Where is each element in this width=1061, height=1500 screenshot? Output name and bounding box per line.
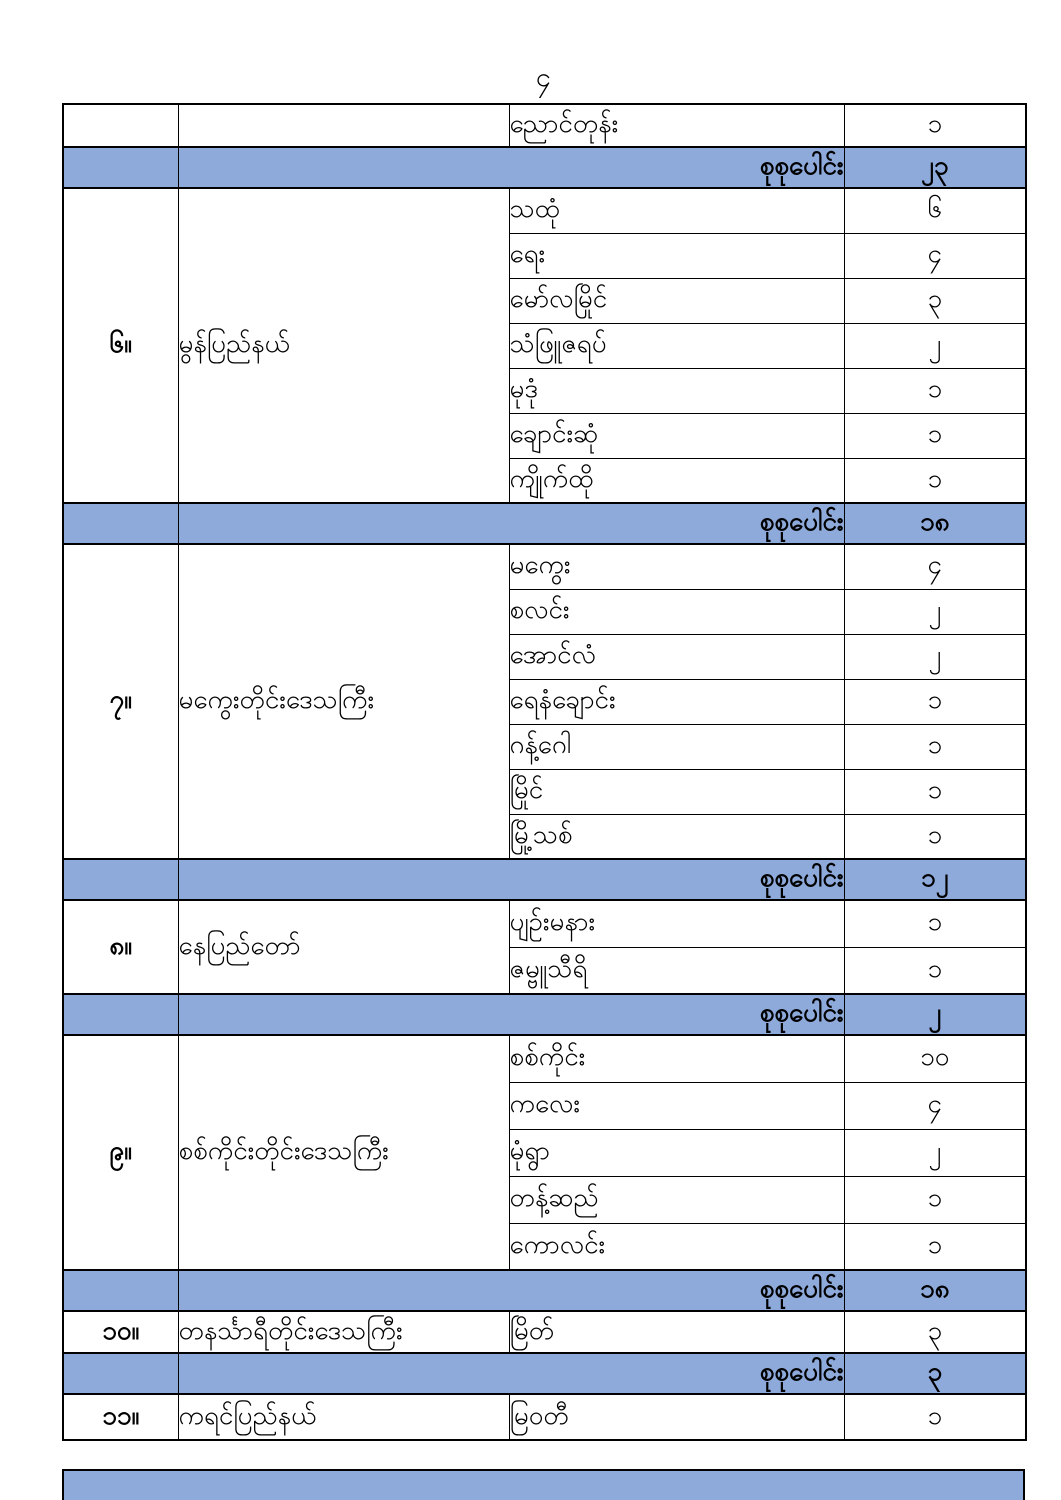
township-cell: တန့်ဆည် bbox=[509, 1176, 844, 1223]
township-cell: အောင်လံ bbox=[509, 634, 844, 679]
count-cell: ၁ bbox=[844, 1394, 1026, 1440]
township-cell: ချောင်းဆုံ bbox=[509, 413, 844, 458]
total-row bbox=[63, 1353, 1026, 1394]
empty-cell bbox=[63, 1270, 178, 1311]
table-row bbox=[63, 188, 1026, 233]
count-cell: ၆ bbox=[844, 188, 1026, 233]
township-cell: မကွေး bbox=[509, 544, 844, 589]
count-cell: ၃ bbox=[844, 1311, 1026, 1353]
region-cell: စစ်ကိုင်းတိုင်းဒေသကြီး bbox=[178, 1035, 509, 1270]
table-row bbox=[63, 1394, 1026, 1440]
count-cell: ၂ bbox=[844, 1129, 1026, 1176]
region-cell: ကရင်ပြည်နယ် bbox=[178, 1394, 509, 1440]
table-row bbox=[63, 900, 1026, 947]
table-row bbox=[63, 1035, 1026, 1082]
township-cell: မုံရွာ bbox=[509, 1129, 844, 1176]
township-cell: ကျိုက်ထို bbox=[509, 458, 844, 503]
row-number-cell bbox=[63, 104, 178, 147]
count-cell: ၂ bbox=[844, 589, 1026, 634]
total-row bbox=[63, 859, 1026, 900]
region-cell: တနင်္သာရီတိုင်းဒေသကြီး bbox=[178, 1311, 509, 1353]
township-cell: မြိုင် bbox=[509, 769, 844, 814]
township-cell: မြိတ် bbox=[509, 1311, 844, 1353]
region-cell: မွန်ပြည်နယ် bbox=[178, 188, 509, 503]
count-cell: ၁ bbox=[844, 900, 1026, 947]
count-cell: ၁ bbox=[844, 724, 1026, 769]
count-cell: ၁ bbox=[844, 458, 1026, 503]
total-value-cell: ၃ bbox=[844, 1353, 1026, 1394]
total-row bbox=[63, 1270, 1026, 1311]
count-cell: ၄ bbox=[844, 1082, 1026, 1129]
total-label-cell: စုစုပေါင်း bbox=[178, 994, 844, 1035]
total-row bbox=[63, 503, 1026, 544]
total-label-cell: စုစုပေါင်း bbox=[178, 1270, 844, 1311]
count-cell: ၂ bbox=[844, 323, 1026, 368]
township-cell: ကောလင်း bbox=[509, 1223, 844, 1270]
total-row bbox=[63, 994, 1026, 1035]
township-cell: ရေနံချောင်း bbox=[509, 679, 844, 724]
total-value-cell: ၂၃ bbox=[844, 147, 1026, 188]
count-cell: ၁ bbox=[844, 1176, 1026, 1223]
township-cell: မုဒုံ bbox=[509, 368, 844, 413]
total-row bbox=[63, 147, 1026, 188]
township-cell: ညောင်တုန်း bbox=[509, 104, 844, 147]
empty-cell bbox=[63, 1353, 178, 1394]
row-number-cell: ၁၀။ bbox=[63, 1311, 178, 1353]
table-row bbox=[63, 544, 1026, 589]
count-cell: ၁ bbox=[844, 679, 1026, 724]
township-cell: မော်လမြိုင် bbox=[509, 278, 844, 323]
page-number: ၄ bbox=[535, 62, 552, 92]
township-cell: ဂန့်ဂေါ bbox=[509, 724, 844, 769]
count-cell: ၄ bbox=[844, 233, 1026, 278]
township-cell: ကလေး bbox=[509, 1082, 844, 1129]
count-cell: ၂ bbox=[844, 634, 1026, 679]
count-cell: ၁ bbox=[844, 769, 1026, 814]
row-number-cell: ၇။ bbox=[63, 544, 178, 859]
township-cell: သထုံ bbox=[509, 188, 844, 233]
township-cell: ပျဉ်းမနား bbox=[509, 900, 844, 947]
count-cell: ၃ bbox=[844, 278, 1026, 323]
township-cell: မြို့သစ် bbox=[509, 814, 844, 859]
count-cell: ၁ bbox=[844, 368, 1026, 413]
total-value-cell: ၂ bbox=[844, 994, 1026, 1035]
region-cell bbox=[178, 104, 509, 147]
count-cell: ၁ bbox=[844, 413, 1026, 458]
empty-cell bbox=[63, 503, 178, 544]
total-value-cell: ၁၈ bbox=[844, 503, 1026, 544]
empty-cell bbox=[63, 147, 178, 188]
bottom-partial-total-row bbox=[62, 1469, 1025, 1500]
table-row bbox=[63, 1311, 1026, 1353]
township-cell: မြဝတီ bbox=[509, 1394, 844, 1440]
total-label-cell: စုစုပေါင်း bbox=[178, 147, 844, 188]
township-cell: စစ်ကိုင်း bbox=[509, 1035, 844, 1082]
total-value-cell: ၁၈ bbox=[844, 1270, 1026, 1311]
region-cell: မကွေးတိုင်းဒေသကြီး bbox=[178, 544, 509, 859]
row-number-cell: ၁၁။ bbox=[63, 1394, 178, 1440]
count-cell: ၁ bbox=[844, 1223, 1026, 1270]
township-cell: ရေး bbox=[509, 233, 844, 278]
total-value-cell: ၁၂ bbox=[844, 859, 1026, 900]
count-cell: ၁ bbox=[844, 104, 1026, 147]
township-cell: စလင်း bbox=[509, 589, 844, 634]
table-row bbox=[63, 104, 1026, 147]
township-cell: ဇမ္ဗူသီရိ bbox=[509, 947, 844, 994]
row-number-cell: ၈။ bbox=[63, 900, 178, 994]
total-label-cell: စုစုပေါင်း bbox=[178, 503, 844, 544]
row-number-cell: ၉။ bbox=[63, 1035, 178, 1270]
count-cell: ၄ bbox=[844, 544, 1026, 589]
total-label-cell: စုစုပေါင်း bbox=[178, 859, 844, 900]
count-cell: ၁၀ bbox=[844, 1035, 1026, 1082]
count-cell: ၁ bbox=[844, 814, 1026, 859]
total-label-cell: စုစုပေါင်း bbox=[178, 1353, 844, 1394]
empty-cell bbox=[63, 859, 178, 900]
township-cell: သံဖြူဇရပ် bbox=[509, 323, 844, 368]
region-cell: နေပြည်တော် bbox=[178, 900, 509, 994]
row-number-cell: ၆။ bbox=[63, 188, 178, 503]
count-cell: ၁ bbox=[844, 947, 1026, 994]
township-count-table bbox=[62, 103, 1027, 1441]
empty-cell bbox=[63, 994, 178, 1035]
